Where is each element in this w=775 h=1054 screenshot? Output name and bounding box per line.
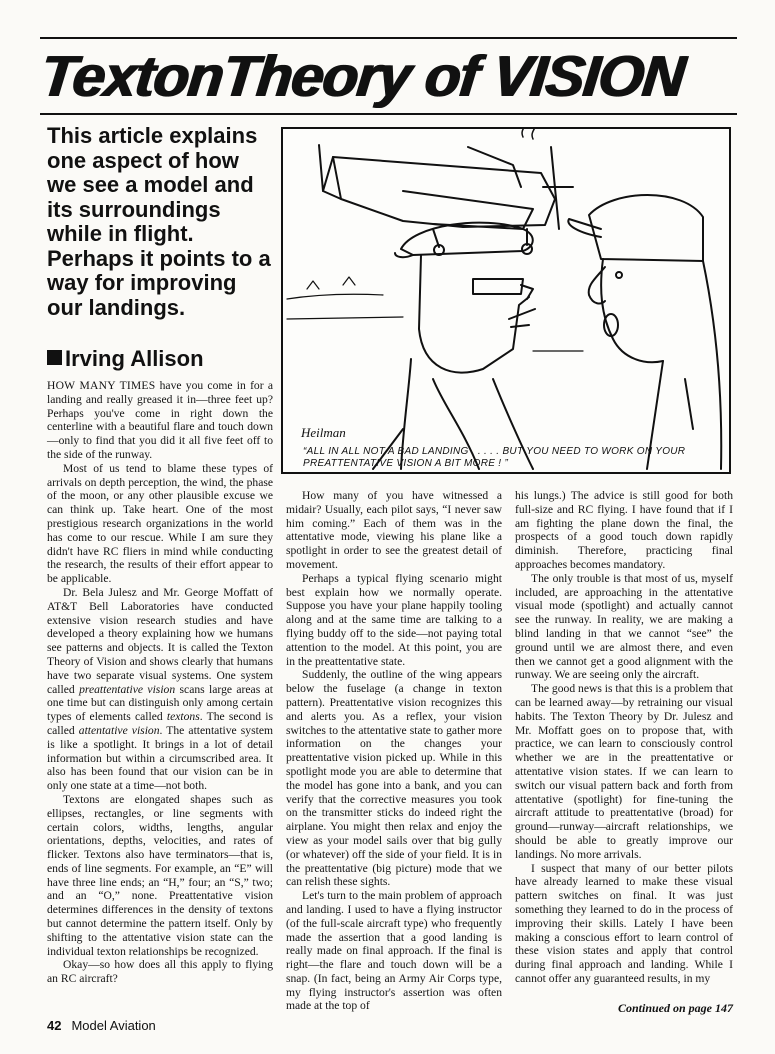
bullet-square-icon [47,350,62,365]
author-name: Irving Allison [65,346,204,371]
paragraph-text: have you come in for a landing and really greased it in—three feet up? Perhaps you've come in right down the centerline with a beautiful flare and touch down—only to find that you did it all five feet off to the side of the runway. [47,379,273,461]
paragraph: Perhaps a typical flying scenario might best explain how we normally operate. Suppose you have your plane happily tooling along and at the same time are talking to a flying buddy off to the side—not paying total attention to the model. At this point, you are in the preattentative state. [286,571,502,668]
magazine-name: Model Aviation [71,1018,156,1033]
text-column-1 [47,379,273,986]
paragraph: Textons are elongated shapes such as ellipses, rectangles, or line segments with certain colors, widths, lengths, angular orientations, depths, velocities, and rates of flicker. Textons also have terminators—that is, ends of line segments. For example, an “E” will have three line ends; an “H,” four; an “S,” two; and an “O,” none. Preattentative vision determines differences in the density of textons but cannot determine the pattern itself. Only by shifting to the attentative vision state can the individual texton relationships be recognized. [47,792,273,958]
left-man-face [419,255,529,373]
right-man-cap [589,195,703,261]
emphasis: preattentative vision [79,682,176,696]
title-rule [40,113,737,115]
text-column-3 [515,489,733,986]
paragraph [47,379,273,462]
airplane-fuselage [333,157,555,227]
top-rule [40,37,737,39]
paragraph-text: Dr. Bela Julesz and Mr. George Moffatt of AT&T Bell Laboratories have conducted extensive vision research studies and have developed a theory explaining how we humans see patterns and objects. It is called the Texton Theory of Vision and shows clearly that humans have two separate visual systems. One system called [47,585,273,696]
paragraph [47,586,273,793]
paragraph: Okay—so how does all this apply to flying an RC aircraft? [47,958,273,986]
paragraph: I suspect that many of our better pilots have already learned to make these visual pattern switches on final. It was just something they learned to do in the process of improving their skills. Lately I have been making a conscious effort to learn control of these vision states and apply that control during final approach and landing. While I cannot offer any guaranteed results, in my [515,861,733,985]
page-footer [47,1018,156,1033]
byline [47,346,277,372]
continued-note: Continued on page 147 [617,1001,733,1015]
paragraph: Suddenly, the outline of the wing appears below the fuselage (a change in texton pattern). Preattentative vision recognizes this and alerts you. As a reflex, your vision switches to the attentative state to gather more information on the changes your preattentative vision picked up. While in this spotlight mode you are able to determine that the model has gone into a bank, and you can verify that the corrective measures you took on the transmitter sticks do indeed right the airplane. You might then relax and enjoy the view as your model sails over that big gully (or whatever) off the side of your field. It is in the preattentative (big picture) mode that we can relish these sights. [286,668,502,889]
emphasis: attentative vision [78,723,160,737]
left-man-glasses [473,279,523,294]
paragraph: his lungs.) The advice is still good for both full-size and RC flying. I have found that if I am fighting the plane down the final, the prospects of a good touch down rapidly diminish. Therefore, practicing final approaches becomes mandatory. [515,489,733,571]
right-man-face [601,259,663,362]
paragraph-text: . The attentative system is like a spotlight. It brings in a lot of detail information but within a circumscribed area. It also has been found that our vision can be in only one state at a time—not both. [47,723,274,793]
paragraph: Most of us tend to blame these types of arrivals on depth perception, the wind, the phase of the moon, or any other plausible excuse we can think up. Take heart. One of the most prestigious research organizations in the world has come to our rescue. While I am sure they didn't have RC fliers in mind while conducting the research, the results of their effort appear to be applicable. [47,461,273,586]
paragraph: Let's turn to the main problem of approach and landing. I used to have a flying instructor (of the full-scale aircraft type) who frequently made the assertion that a good landing is really made on final approach. If the final is right—the flare and touch down will be a snap. (In fact, being an Army Air Corps type, my flying instructor's assertion was often made at the top of [286,889,502,1013]
article-title: TextonTheory of VISION [36,44,687,109]
emphasis: textons [166,710,200,724]
paragraph: How many of you have witnessed a midair? Usually, each pilot says, “I never saw him coming.” Each of them was in the attentative mode, viewing his plane like a spotlight in order to see the greatest detail of movement. [286,489,502,571]
cartoon-drawing [283,129,729,472]
text-column-2 [286,489,502,1013]
paragraph: The good news is that this is a problem that can be learned away—by retraining our visual habits. The Texton Theory by Dr. Julesz and Mr. Moffatt goes on to propose that, with practice, we can learn to consciously control whether we are in the preattentative or attentative vision states. If we can learn to switch our visual pattern back and forth from attentative (spotlight) for fine-tuning the aircraft attitude to preattentative (broad) for ground—runway—aircraft relationships, we should be able to greatly improve our landings. No more arrivals. [515,682,733,861]
cartoonist-signature: Heilman [301,425,346,440]
lead-in: HOW MANY TIMES [47,379,156,392]
paragraph-text: . The second is called [47,710,273,737]
paragraph: The only trouble is that most of us, myself included, are approaching in the attentative visual mode (spotlight) and actually cannot see the runway. In reality, we are making a blind landing in that we cannot “see” the ground until we are almost there, and even then we cannot get a good alignment with the runway. We are seeing only the aircraft. [515,571,733,682]
article-deck: This article explains one aspect of how we see a model and its surroundings while in flight. Perhaps it points to a way for improving our landings. [47,123,271,320]
page-number: 42 [47,1018,62,1033]
paragraph-text: scans large areas at one time but can distinguish only among certain types of elements called [47,682,273,724]
cartoon-illustration [281,127,731,474]
cartoon-caption: “ALL IN ALL NOT A BAD LANDING . . . . . BUT YOU NEED TO WORK ON YOUR PREATTENTATIVE VISION A BIT MORE ! ” [303,446,686,469]
